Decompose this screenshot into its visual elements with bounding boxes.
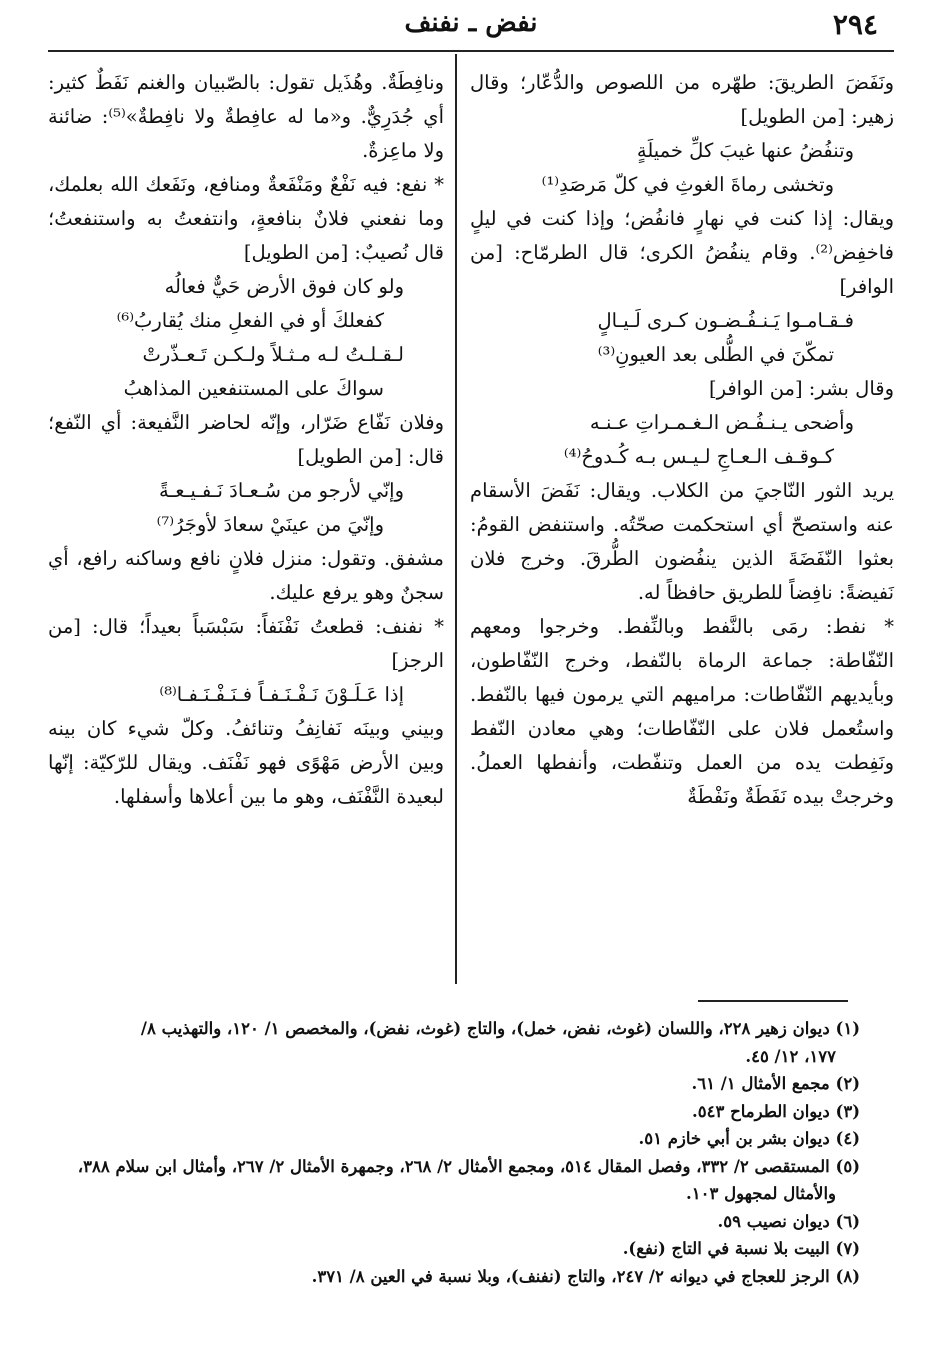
page-number: ٢٩٤: [832, 8, 878, 41]
footnote-text: ديوان زهير ٢٢٨، واللسان (غوث، نفض، خمل)، والتاج (غوث، نفض)، والمخصص ١/ ١٢٠، والتهذيب ٨/: [140, 1019, 830, 1038]
verse-second-hemistich: وتخشى رماةَ الغوثِ في كلّ مَرصَدِ⁽¹⁾: [541, 173, 834, 196]
entry-paragraph: مشفق. وتقول: منزل فلانٍ نافع وساكنه رافع، أي سجنٌ وهو يرفع عليك.: [48, 547, 444, 604]
left-column: [48, 66, 444, 814]
footnote-rule: [698, 1000, 848, 1002]
entry-paragraph: وفلان نَفّاع ضَرّار، وإنّه لحاضر النَّفيعة: أي النّفع؛ قال: [من الطويل]: [48, 411, 444, 468]
header-rule: [48, 50, 894, 52]
right-column: [470, 66, 894, 814]
entry-paragraph: * نفط: رمَى بالنَّفط وبالنِّفط. وخرجوا ومعهم النّفّاطة: جماعة الرماة بالنّفط، وخرج النّفّاطون، وبأيديهم النّفّاطات: مراميهم التي يرمون فيها بالنّفط. واستُعمل فلان على النّفّاطات؛ وهي معادن النّفط ونَفِطت يده من العمل وتنفّطت، وأنفطها العملُ. وخرجتْ بيده نَفَطَةٌ ونَفْطَةٌ: [470, 615, 894, 808]
entry-paragraph: * نفع: فيه نَفْعٌ ومَنْفَعةٌ ومنافع، ونَفَعك الله بعلمك، وما نفعني فلانٌ بنافعةٍ، وانتفعتُ به واستنفعتُ؛ قال نُصيبٌ: [من الطويل]: [48, 173, 444, 264]
page-header: [48, 6, 894, 46]
footnote-text: مجمع الأمثال ١/ ٦١.: [691, 1074, 830, 1093]
entry-paragraph: يريد الثور النّاجيَ من الكلاب. ويقال: نَفَضَ الأسقام عنه واستصحّ أي استحكمت صحّتُه. واستنفض القومُ: بعثوا النّفَضَةَ الذين ينفُضون الطُّرقَ. وخرج فلان نَفيضةً: نافِضاً للطريق حافظاً له.: [470, 479, 894, 604]
entry-paragraph: ونافِطَةٌ. وهُذَيل تقول: بالصّبيان والغنم نَفَطٌ كثير: أي جُدَرِيٌّ. و«ما له عافِطةٌ ولا نافِطةٌ»⁽⁵⁾: ضائنة ولا ماعِزةٌ.: [48, 71, 444, 162]
footnote-number: (٤): [835, 1129, 860, 1148]
entry-paragraph: ونَفَضَ الطريقَ: طهّره من اللصوص والدُّعّار؛ وقال زهير: [من الطويل]: [470, 71, 894, 128]
verse-first-hemistich: إذا عَـلَـوْنَ نَـفْـنَـفـاً فـنَـفْـنَـفـا⁽⁸⁾: [159, 683, 404, 706]
footnote-number: (٧): [835, 1239, 860, 1258]
verse-second-hemistich: كـوقـف الـعـاجِ لـيـس بـه كُـدوحُ⁽⁴⁾: [563, 445, 834, 468]
footnote: [48, 1015, 860, 1043]
footnote-continuation: والأمثال لمجهول ١٠٣.: [686, 1184, 836, 1203]
footnote-continuation: ١٧٧، ١٢/ ٤٥.: [745, 1046, 836, 1066]
verse-first-hemistich: وتنفُضُ عنها غيبَ كلِّ خميلَةٍ: [636, 139, 854, 162]
verse-first-hemistich: ولو كان فوق الأرض حَيٌّ فعالُه: [164, 275, 404, 298]
footnote: [48, 1125, 860, 1153]
footnote-text: الرجز للعجاج في ديوانه ٢/ ٢٤٧، والتاج (نفنف)، وبلا نسبة في العين ٨/ ٣٧١.: [311, 1266, 830, 1286]
verse-second-hemistich: تمكّنَ في الطُّلى بعد العيونِ⁽³⁾: [597, 343, 834, 366]
verse-first-hemistich: وإنّي لأرجو من سُـعـادَ نَـفـيـعـةً: [159, 479, 404, 502]
verse-second-hemistich: كفعلكَ أو في الفعلِ منك يُقاربُ⁽⁶⁾: [116, 309, 384, 332]
column-separator: [455, 54, 457, 984]
footnote: [48, 1235, 860, 1263]
footnote-text: ديوان نصيب ٥٩.: [717, 1211, 830, 1231]
entry-paragraph: وبيني وبينَه نَفانِفُ وتنائفُ. وكلّ شيء كان بينه وبين الأرض مَهْوًى فهو نَفْنَف. ويقال للرّكيّة: إنّها لبعيدة النَّفْنَف، وهو ما بين أعلاها وأسفلها.: [48, 717, 444, 808]
verse: [48, 338, 444, 406]
verse-first-hemistich: لـقـلـتُ لـه مـثـلاً ولـكـن تَـعـذّرتْ: [142, 343, 404, 366]
verse: [48, 678, 444, 712]
running-title: نفض ـ نفنف: [404, 8, 538, 38]
entry-paragraph: * نفنف: قطعتُ نَفْنَفاً: سَبْسَباً بعيداً؛ قال: [من الرجز]: [48, 615, 444, 672]
footnote-number: (٢): [835, 1074, 860, 1093]
footnote-number: (٨): [835, 1266, 860, 1286]
footnote: [48, 1098, 860, 1126]
verse-first-hemistich: فـقـامـوا يَـنـفُـضـون كـرى لَـيـالٍ: [597, 309, 854, 332]
footnote: [48, 1153, 860, 1181]
verse: [470, 304, 894, 372]
entry-paragraph: ويقال: إذا كنت في نهارٍ فانفُض؛ وإذا كنت في ليلٍ فاخفِض⁽²⁾. وقام ينفُضُ الكرى؛ قال الطرمّاح: [من الوافر]: [470, 207, 894, 298]
footnote-number: (٥): [835, 1156, 860, 1176]
verse: [470, 406, 894, 474]
footnote: [48, 1070, 860, 1098]
footnote: [48, 1208, 860, 1236]
footnote-text: المستقصى ٢/ ٣٣٢، وفصل المقال ٥١٤، ومجمع الأمثال ٢/ ٢٦٨، وجمهرة الأمثال ٢/ ٢٦٧، وأمثال ابن سلام ٣٨٨،: [77, 1156, 830, 1176]
footnote-text: البيت بلا نسبة في التاج (نفع).: [622, 1239, 830, 1258]
footnote-text: ديوان بشر بن أبي خازم ٥١.: [638, 1129, 830, 1148]
verse-second-hemistich: وإنّيَ من عينَيْ سعادَ لأوجَرُ⁽⁷⁾: [156, 513, 384, 536]
verse: [470, 134, 894, 202]
footnote-number: (١): [835, 1019, 860, 1038]
footnote-number: (٣): [835, 1101, 860, 1121]
footnotes: [48, 1015, 860, 1290]
verse: [48, 474, 444, 542]
footnote-text: ديوان الطرماح ٥٤٣.: [691, 1101, 830, 1121]
verse: [48, 270, 444, 338]
verse-first-hemistich: وأضحى يـنـفُـض الـغـمـراتِ عـنـه: [589, 411, 854, 434]
footnote: [48, 1263, 860, 1291]
verse-second-hemistich: سواكَ على المستنفعين المذاهبُ: [123, 377, 384, 400]
entry-paragraph: وقال بشر: [من الوافر]: [708, 377, 894, 400]
footnote-number: (٦): [835, 1211, 860, 1231]
